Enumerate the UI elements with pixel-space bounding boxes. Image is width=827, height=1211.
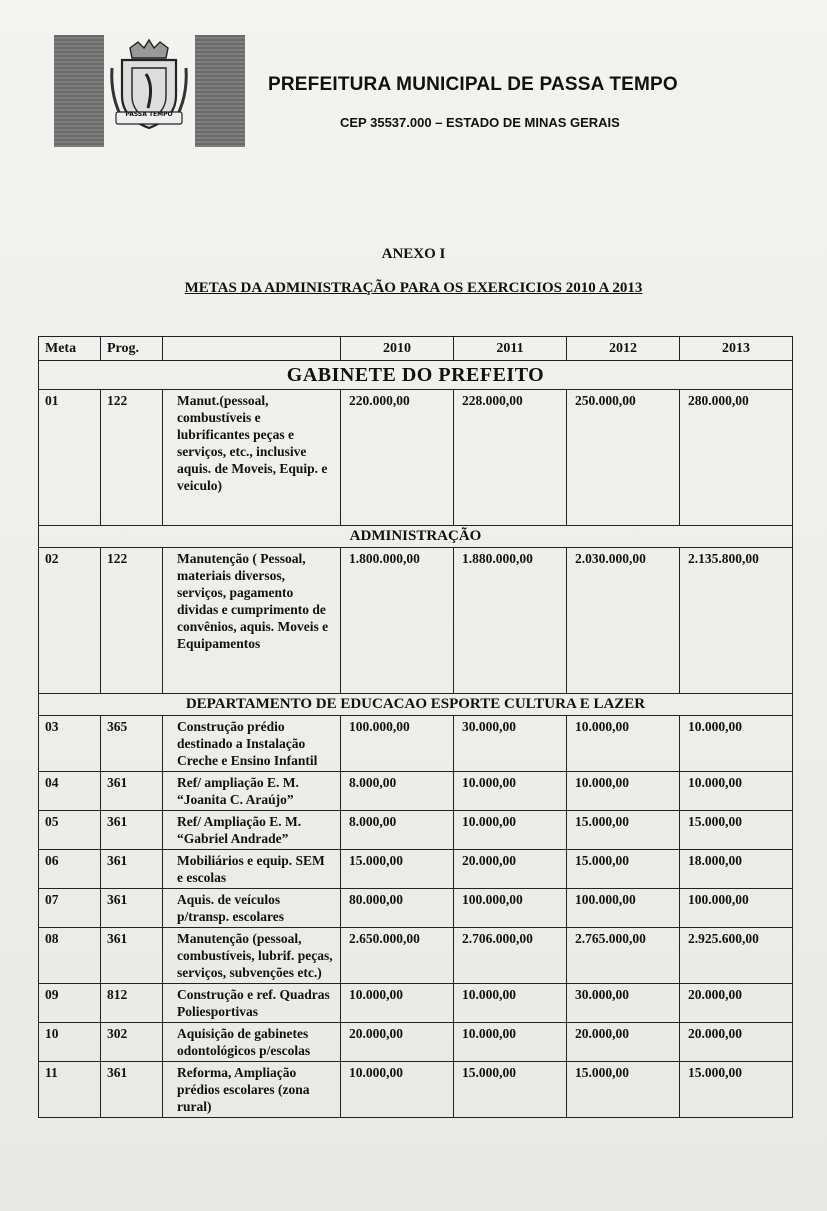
table-header-row: [39, 337, 793, 361]
cell-2011: 10.000,00: [454, 984, 567, 1023]
section-row: [39, 526, 793, 548]
col-header-prog: Prog.: [101, 337, 163, 361]
cell-2010: 8.000,00: [341, 772, 454, 811]
table-row: [39, 850, 793, 889]
cell-prog: 812: [101, 984, 163, 1023]
cell-2013: 20.000,00: [680, 984, 793, 1023]
table-row: [39, 772, 793, 811]
cell-desc: Aquis. de veículos p/transp. escolares: [163, 889, 341, 928]
table-row: [39, 984, 793, 1023]
cell-desc: Construção e ref. Quadras Poliesportivas: [163, 984, 341, 1023]
cell-meta: 11: [39, 1062, 101, 1118]
section-title: ADMINISTRAÇÃO: [39, 526, 793, 548]
cell-2013: 10.000,00: [680, 772, 793, 811]
cell-prog: 361: [101, 889, 163, 928]
cell-2013: 2.925.600,00: [680, 928, 793, 984]
section-row: [39, 694, 793, 716]
cell-desc: Manutenção ( Pessoal, materiais diversos, serviços, pagamento dividas e cumprimento de convênios, aquis. Moveis e Equipamentos: [163, 548, 341, 694]
table-row: [39, 1023, 793, 1062]
cell-2013: 15.000,00: [680, 1062, 793, 1118]
table-row: [39, 889, 793, 928]
col-header-2012: 2012: [567, 337, 680, 361]
org-name: PREFEITURA MUNICIPAL DE PASSA TEMPO: [268, 74, 678, 95]
cell-2013: 15.000,00: [680, 811, 793, 850]
cell-meta: 07: [39, 889, 101, 928]
cell-desc: Aquisição de gabinetes odontológicos p/escolas: [163, 1023, 341, 1062]
cell-2013: 20.000,00: [680, 1023, 793, 1062]
cell-2010: 20.000,00: [341, 1023, 454, 1062]
cell-2012: 30.000,00: [567, 984, 680, 1023]
cell-2013: 280.000,00: [680, 390, 793, 526]
cell-2012: 100.000,00: [567, 889, 680, 928]
table-row: [39, 1062, 793, 1118]
cell-2010: 220.000,00: [341, 390, 454, 526]
cell-2012: 20.000,00: [567, 1023, 680, 1062]
cell-desc: Construção prédio destinado a Instalação Creche e Ensino Infantil: [163, 716, 341, 772]
cell-meta: 06: [39, 850, 101, 889]
cell-2011: 10.000,00: [454, 811, 567, 850]
cell-2011: 10.000,00: [454, 1023, 567, 1062]
section-title: DEPARTAMENTO DE EDUCACAO ESPORTE CULTURA E LAZER: [39, 694, 793, 716]
col-header-desc: [163, 337, 341, 361]
cell-2011: 20.000,00: [454, 850, 567, 889]
metas-table: [38, 336, 793, 1118]
cell-2012: 15.000,00: [567, 811, 680, 850]
cell-prog: 361: [101, 772, 163, 811]
cell-2013: 18.000,00: [680, 850, 793, 889]
cell-2010: 15.000,00: [341, 850, 454, 889]
cell-prog: 302: [101, 1023, 163, 1062]
cell-desc: Reforma, Ampliação prédios escolares (zona rural): [163, 1062, 341, 1118]
col-header-2011: 2011: [454, 337, 567, 361]
table-row: [39, 390, 793, 526]
cell-desc: Ref/ ampliação E. M. “Joanita C. Araújo”: [163, 772, 341, 811]
section-title: GABINETE DO PREFEITO: [39, 361, 793, 390]
cell-meta: 03: [39, 716, 101, 772]
annex-label: ANEXO I: [381, 246, 446, 262]
cell-2011: 2.706.000,00: [454, 928, 567, 984]
header-left-bar: [54, 35, 104, 147]
table-row: [39, 716, 793, 772]
cell-prog: 361: [101, 811, 163, 850]
table-row: [39, 548, 793, 694]
cell-2010: 8.000,00: [341, 811, 454, 850]
cell-prog: 122: [101, 390, 163, 526]
cell-2011: 1.880.000,00: [454, 548, 567, 694]
cell-meta: 01: [39, 390, 101, 526]
document-title: METAS DA ADMINISTRAÇÃO PARA OS EXERCICIOS 2010 A 2013: [184, 280, 643, 296]
table-row: [39, 811, 793, 850]
cell-2011: 100.000,00: [454, 889, 567, 928]
cell-prog: 122: [101, 548, 163, 694]
cell-2013: 100.000,00: [680, 889, 793, 928]
cell-prog: 361: [101, 1062, 163, 1118]
cell-2013: 2.135.800,00: [680, 548, 793, 694]
cell-desc: Mobiliários e equip. SEM e escolas: [163, 850, 341, 889]
cell-desc: Manut.(pessoal, combustíveis e lubrificantes peças e serviços, etc., inclusive aquis. de Moveis, Equip. e veiculo): [163, 390, 341, 526]
cell-2012: 10.000,00: [567, 772, 680, 811]
cell-2012: 15.000,00: [567, 1062, 680, 1118]
col-header-2010: 2010: [341, 337, 454, 361]
table-row: [39, 928, 793, 984]
cell-2012: 2.030.000,00: [567, 548, 680, 694]
cell-2012: 2.765.000,00: [567, 928, 680, 984]
cell-desc: Manutenção (pessoal, combustíveis, lubrif. peças, serviços, subvenções etc.): [163, 928, 341, 984]
org-subtitle: CEP 35537.000 – ESTADO DE MINAS GERAIS: [340, 115, 620, 130]
cell-2010: 80.000,00: [341, 889, 454, 928]
cell-prog: 365: [101, 716, 163, 772]
cell-meta: 10: [39, 1023, 101, 1062]
cell-meta: 04: [39, 772, 101, 811]
cell-desc: Ref/ Ampliação E. M. “Gabriel Andrade”: [163, 811, 341, 850]
cell-2011: 10.000,00: [454, 772, 567, 811]
cell-2011: 30.000,00: [454, 716, 567, 772]
section-row: [39, 361, 793, 390]
cell-2010: 100.000,00: [341, 716, 454, 772]
header-right-bar: [195, 35, 245, 147]
cell-2011: 15.000,00: [454, 1062, 567, 1118]
col-header-2013: 2013: [680, 337, 793, 361]
cell-2012: 10.000,00: [567, 716, 680, 772]
cell-2012: 15.000,00: [567, 850, 680, 889]
city-crest-icon: [108, 38, 190, 134]
cell-2010: 10.000,00: [341, 984, 454, 1023]
cell-meta: 09: [39, 984, 101, 1023]
cell-2010: 10.000,00: [341, 1062, 454, 1118]
cell-2012: 250.000,00: [567, 390, 680, 526]
cell-2011: 228.000,00: [454, 390, 567, 526]
cell-meta: 08: [39, 928, 101, 984]
cell-meta: 02: [39, 548, 101, 694]
cell-prog: 361: [101, 850, 163, 889]
col-header-meta: Meta: [39, 337, 101, 361]
crest-banner-text: PASSA TEMPO: [125, 111, 173, 118]
cell-prog: 361: [101, 928, 163, 984]
cell-meta: 05: [39, 811, 101, 850]
cell-2010: 1.800.000,00: [341, 548, 454, 694]
cell-2013: 10.000,00: [680, 716, 793, 772]
cell-2010: 2.650.000,00: [341, 928, 454, 984]
